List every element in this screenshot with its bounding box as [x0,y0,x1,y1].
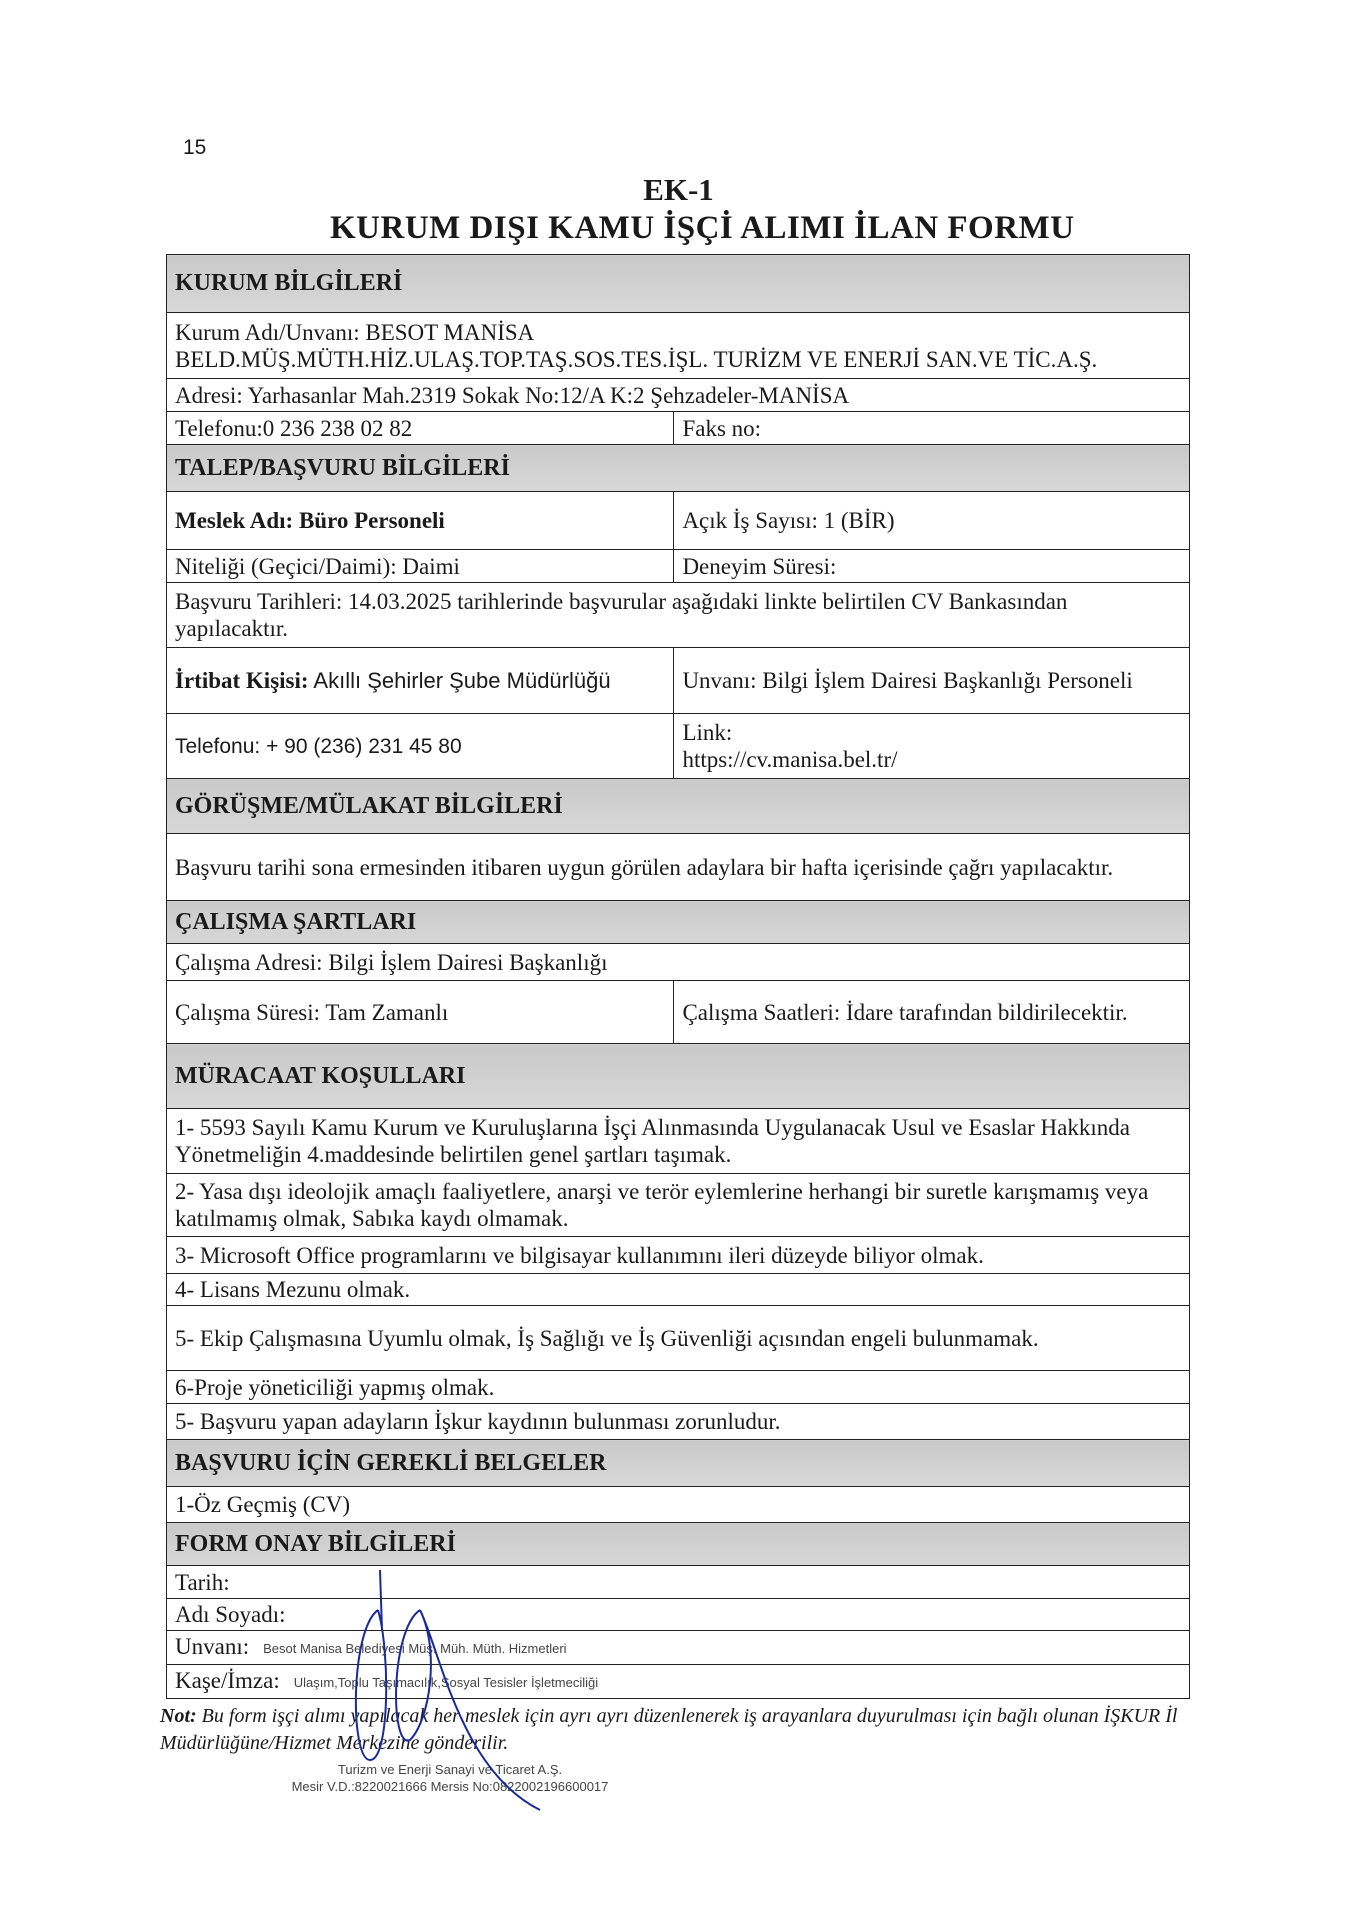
muracaat-item: 1- 5593 Sayılı Kamu Kurum ve Kuruluşlarına İşçi Alınmasında Uygulanacak Usul ve Esaslar Hakkında Yönetmeliğin 4.maddesinde belirtilen genel şartları taşımak. [167,1109,1190,1174]
onay-unvani-row [167,1631,1190,1665]
muracaat-item: 4- Lisans Mezunu olmak. [167,1274,1190,1306]
form-body [160,254,1200,1795]
section-kurum: KURUM BİLGİLERİ [167,255,1190,313]
form-title: KURUM DIŞI KAMU İŞÇİ ALIMI İLAN FORMU [330,210,1075,246]
kurum-adi: Kurum Adı/Unvanı: BESOT MANİSA BELD.MÜŞ.MÜTH.HİZ.ULAŞ.TOP.TAŞ.SOS.TES.İŞL. TURİZM VE ENERJİ SAN.VE TİC.A.Ş. [167,313,1190,379]
kurum-adres: Adresi: Yarhasanlar Mah.2319 Sokak No:12/A K:2 Şehzadeler-MANİSA [167,379,1190,412]
link-cell: Link: https://cv.manisa.bel.tr/ [674,714,1190,779]
calisma-saatleri: Çalışma Saatleri: İdare tarafından bildirilecektir. [674,981,1190,1044]
muracaat-item: 6-Proje yöneticiliği yapmış olmak. [167,1371,1190,1404]
form-table [166,254,1190,1699]
stamp-line-4: Mesir V.D.:8220021666 Mersis No:0822002196600017 [291,1779,609,1795]
onay-kase-imza: Kaşe/İmza: [175,1668,280,1694]
gorusme-text: Başvuru tarihi sona ermesinden itibaren uygun görülen adaylara bir hafta içerisinde çağrı yapılacaktır. [167,834,1190,901]
niteligi: Niteliği (Geçici/Daimi): Daimi [167,550,674,583]
acik-is-sayisi: Açık İş Sayısı: 1 (BİR) [674,492,1190,550]
belge-item: 1-Öz Geçmiş (CV) [167,1487,1190,1523]
cv-link[interactable]: https://cv.manisa.bel.tr/ [682,747,898,772]
onay-adi-soyadi: Adı Soyadı: [167,1599,1190,1631]
irtibat-kisisi: İrtibat Kişisi: Akıllı Şehirler Şube Müdürlüğü [167,648,674,714]
deneyim-suresi: Deneyim Süresi: [674,550,1190,583]
onay-unvani: Unvanı: [175,1634,250,1659]
onay-tarih: Tarih: [167,1566,1190,1599]
stamp-line-1: Besot Manisa Belediyesi Müş. Müh. Müth. Hizmetleri [263,1641,567,1657]
kurum-faks: Faks no: [674,412,1190,445]
muracaat-item: 2- Yasa dışı ideolojik amaçlı faaliyetlere, anarşi ve terör eylemlerine herhangi bir suretle karışmamış veya katılmamış olmak, Sabıka kaydı olmamak. [167,1174,1190,1237]
muracaat-item: 5- Ekip Çalışmasına Uyumlu olmak, İş Sağlığı ve İş Güvenliği açısından engeli bulunmamak. [167,1306,1190,1371]
company-stamp [280,1761,620,1795]
page-number: 15 [183,136,207,159]
calisma-suresi: Çalışma Süresi: Tam Zamanlı [167,981,674,1044]
basvuru-tarihleri: Başvuru Tarihleri: 14.03.2025 tarihlerinde başvurular aşağıdaki linkte belirtilen CV Bankasından yapılacaktır. [167,583,1190,648]
calisma-adresi: Çalışma Adresi: Bilgi İşlem Dairesi Başkanlığı [167,944,1190,981]
stamp-line-2: Ulaşım,Toplu Taşımacılık,Sosyal Tesisler İşletmeciliği [293,1675,599,1691]
section-muracaat: MÜRACAAT KOŞULLARI [167,1044,1190,1109]
muracaat-item: 3- Microsoft Office programlarını ve bilgisayar kullanımını ileri düzeyde biliyor olmak. [167,1237,1190,1274]
muracaat-item: 5- Başvuru yapan adayların İşkur kaydının bulunması zorunludur. [167,1404,1190,1440]
irtibat-unvani: Unvanı: Bilgi İşlem Dairesi Başkanlığı Personeli [674,648,1190,714]
annex-title: EK-1 [643,172,714,207]
irtibat-telefon: Telefonu: + 90 (236) 231 45 80 [167,714,674,779]
kurum-telefon: Telefonu:0 236 238 02 82 [167,412,674,445]
section-onay: FORM ONAY BİLGİLERİ [167,1523,1190,1566]
section-talep: TALEP/BAŞVURU BİLGİLERİ [167,445,1190,492]
footer-note: Not: Bu form işçi alımı yapılacak her meslek için ayrı ayrı düzenlenerek iş arayanlara duyurulması için bağlı olunan İŞKUR İl Müdürlüğüne/Hizmet Merkezine gönderilir. [160,1705,1178,1755]
meslek-adi: Meslek Adı: Büro Personeli [167,492,674,550]
section-gorusme: GÖRÜŞME/MÜLAKAT BİLGİLERİ [167,779,1190,834]
onay-kase-row [167,1665,1190,1699]
section-belgeler: BAŞVURU İÇİN GEREKLİ BELGELER [167,1440,1190,1487]
section-calisma: ÇALIŞMA ŞARTLARI [167,901,1190,944]
stamp-line-3: Turizm ve Enerji Sanayi ve Ticaret A.Ş. [337,1762,563,1778]
